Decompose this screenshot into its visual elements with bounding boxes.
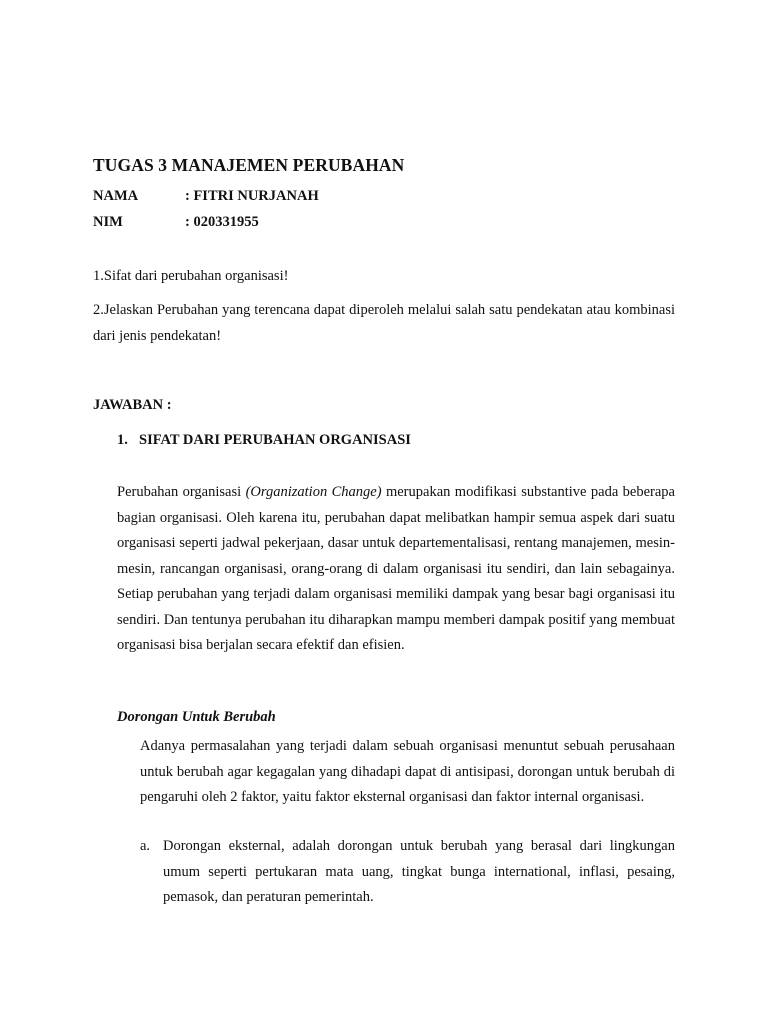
section-number: 1.: [117, 432, 128, 448]
question-2: 2.Jelaskan Perubahan yang terencana dapat diperoleh melalui salah satu pendekatan atau kombinasi dari jenis pendekatan!: [93, 302, 675, 344]
meta-label-nim: NIM: [93, 214, 123, 230]
meta-row-nim: [93, 214, 259, 231]
subsection-paragraph: Adanya permasalahan yang terjadi dalam sebuah organisasi menuntut sebuah perusahaan untuk berubah agar kegagalan yang dihadapi dapat di antisipasi, dorongan untuk berubah di pengaruhi oleh 2 faktor, yaitu faktor eksternal organisasi dan faktor internal organisasi.: [140, 738, 675, 805]
paragraph-text-rest: merupakan modifikasi substantive pada beberapa bagian organisasi. Oleh karena itu, perubahan dapat melibatkan hampir semua aspek dari suatu organisasi seperti jadwal pekerjaan, dasar untuk departementalisasi, rentang manajemen, mesin-mesin, rancangan organisasi, orang-orang di dalam organisasi itu sendiri, dan lain sebagainya. Setiap perubahan yang terjadi dalam organisasi memiliki dampak yang besar bagi organisasi itu sendiri. Dan tentunya perubahan itu diharapkan mampu memberi dampak positif yang membuat organisasi bisa berjalan secara efektif dan efisien.: [117, 484, 675, 653]
question-1: 1.Sifat dari perubahan organisasi!: [93, 268, 289, 284]
section-paragraph: [117, 480, 675, 659]
document-title: TUGAS 3 MANAJEMEN PERUBAHAN: [93, 155, 405, 175]
subsection-heading: Dorongan Untuk Berubah: [117, 709, 276, 725]
paragraph-italic-term: (Organization Change): [245, 484, 382, 500]
answer-label: JAWABAN :: [93, 397, 172, 413]
meta-value-name: : FITRI NURJANAH: [185, 188, 319, 204]
meta-value-nim: : 020331955: [185, 214, 259, 230]
paragraph-text-start: Perubahan organisasi: [117, 484, 246, 500]
section-title: SIFAT DARI PERUBAHAN ORGANISASI: [139, 432, 411, 448]
section-heading: [117, 432, 411, 449]
meta-row-name: [93, 188, 319, 205]
list-item: [140, 834, 675, 911]
list-marker: a.: [140, 838, 151, 854]
meta-label-name: NAMA: [93, 188, 139, 204]
list-item-text: Dorongan eksternal, adalah dorongan untuk berubah yang berasal dari lingkungan umum seperti pertukaran mata uang, tingkat bunga international, inflasi, pesaing, pemasok, dan peraturan pemerintah.: [163, 838, 675, 905]
